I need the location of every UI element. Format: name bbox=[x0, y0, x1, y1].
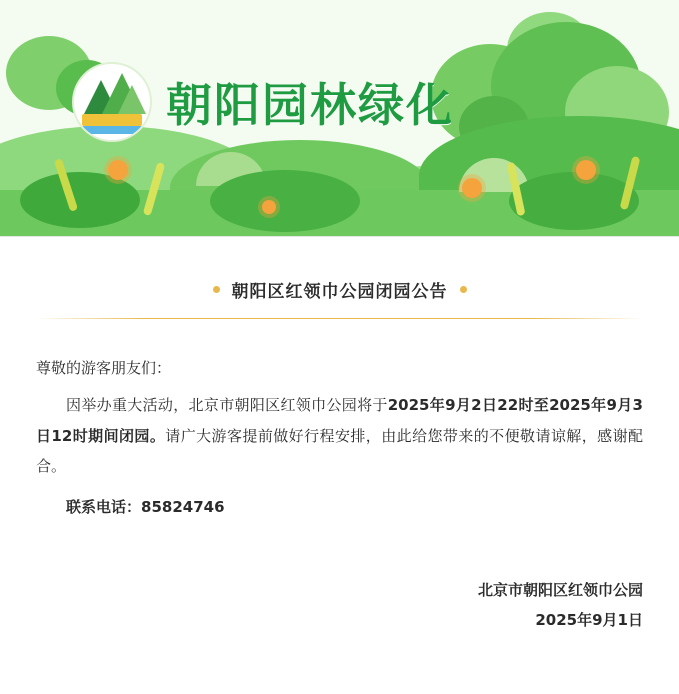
flower-icon bbox=[462, 178, 482, 198]
notice-title: 朝阳区红领巾公园闭园公告 bbox=[231, 282, 448, 302]
flower-icon bbox=[262, 200, 276, 214]
paragraph-emphasis: 2025年9月2日22时至2025年9月3日12时期间闭园。 bbox=[36, 395, 643, 445]
paragraph-lead: 因举办重大活动，北京市朝阳区红领巾公园将于 bbox=[66, 395, 388, 414]
bullet-dot-icon bbox=[460, 286, 467, 293]
mountain-forest-logo-icon bbox=[72, 62, 152, 142]
flower-icon bbox=[576, 160, 596, 180]
contact-label: 联系电话： bbox=[66, 498, 142, 516]
banner-brand bbox=[72, 62, 454, 142]
salutation: 尊敬的游客朋友们： bbox=[36, 359, 172, 377]
bush-icon bbox=[20, 172, 140, 228]
bullet-dot-icon bbox=[213, 286, 220, 293]
flower-icon bbox=[108, 160, 128, 180]
notice-paragraph bbox=[36, 390, 643, 482]
bush-icon bbox=[210, 170, 360, 232]
signature-block bbox=[36, 575, 643, 635]
notice-body bbox=[36, 353, 643, 523]
contact-number: 85824746 bbox=[141, 498, 225, 516]
contact-line bbox=[36, 492, 643, 523]
notice-card bbox=[0, 236, 679, 663]
paragraph-tail: 请广大游客提前做好行程安排，由此给您带来的不便敬请谅解，感谢配合。 bbox=[36, 426, 644, 476]
signature-date: 2025年9月1日 bbox=[535, 610, 643, 629]
notice-title-row bbox=[36, 277, 643, 302]
bush-icon bbox=[509, 172, 639, 230]
title-divider bbox=[36, 318, 643, 319]
site-banner bbox=[0, 0, 679, 236]
signer-name: 北京市朝阳区红领巾公园 bbox=[477, 580, 643, 599]
banner-title: 朝阳园林绿化 bbox=[166, 78, 454, 132]
